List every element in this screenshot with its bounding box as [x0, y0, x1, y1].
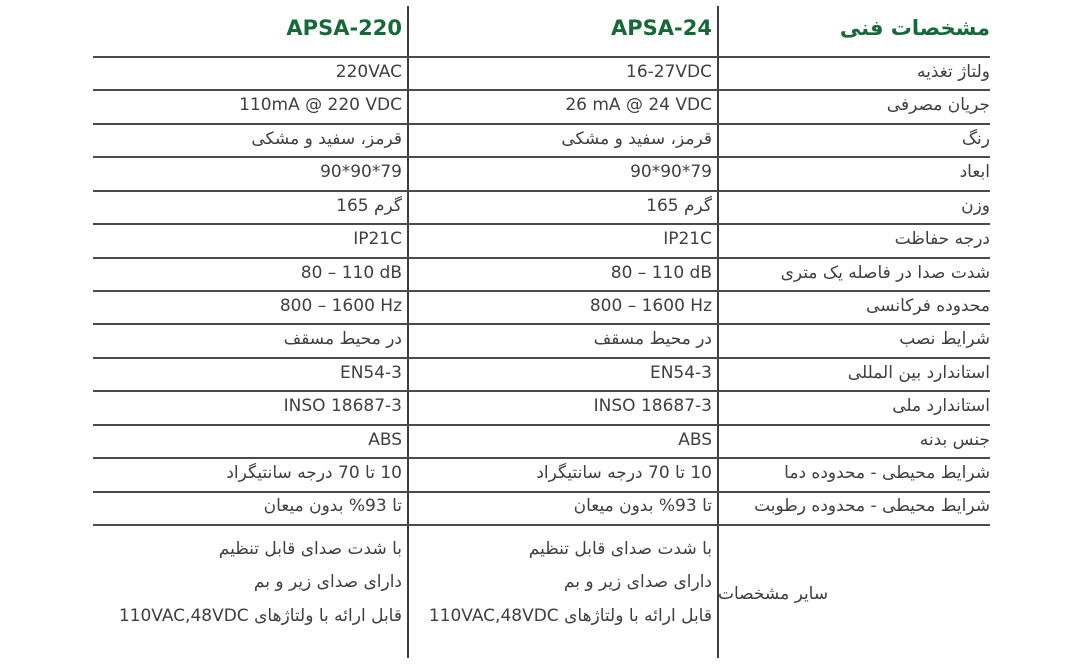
other-spec-line: قابل ارائه با ولتاژهای 110VAC,48VDC: [118, 605, 402, 626]
value-apsa24-humidity: تا 93% بدون میعان: [573, 496, 712, 517]
column-header-apsa220: APSA-220: [286, 16, 402, 40]
value-apsa220-current: 110mA @ 220 VDC: [239, 95, 402, 116]
row-label-color: رنگ: [961, 128, 990, 149]
apsa220-column: [93, 0, 402, 664]
value-apsa220-frequency: 800 – 1600 Hz: [279, 295, 402, 316]
value-apsa24-frequency: 800 – 1600 Hz: [589, 295, 712, 316]
row-separator: [93, 89, 990, 91]
value-apsa220-installation: در محیط مسقف: [283, 329, 402, 350]
value-apsa24-dimensions: 90*90*79: [630, 162, 712, 183]
value-apsa24-protection: IP21C: [663, 229, 712, 250]
value-apsa220-color: قرمز، سفید و مشکی: [251, 128, 402, 149]
row-label-dimensions: ابعاد: [959, 162, 990, 183]
row-label-intl-standard: استاندارد بین المللی: [847, 362, 990, 383]
value-apsa220-natl-standard: INSO 18687-3: [283, 396, 402, 417]
value-apsa220-weight: 165 گرم: [336, 195, 402, 216]
row-label-weight: وزن: [961, 195, 990, 216]
row-separator: [93, 357, 990, 359]
value-apsa24-temp-range: 10 تا 70 درجه سانتیگراد: [536, 463, 712, 484]
row-label-protection: درجه حفاظت: [894, 229, 990, 250]
row-separator: [93, 190, 990, 192]
value-apsa220-body-material: ABS: [368, 429, 402, 450]
row-separator: [93, 123, 990, 125]
apsa24-column: [412, 0, 712, 664]
row-label-temp-range: شرایط محیطی - محدوده دما: [784, 463, 990, 484]
value-apsa220-humidity: تا 93% بدون میعان: [263, 496, 402, 517]
value-apsa220-temp-range: 10 تا 70 درجه سانتیگراد: [226, 463, 402, 484]
row-label-installation: شرایط نصب: [899, 329, 990, 350]
value-apsa24-current: 26 mA @ 24 VDC: [565, 95, 712, 116]
other-spec-line: با شدت صدای قابل تنظیم: [218, 538, 402, 559]
other-spec-line: دارای صدای زیر و بم: [563, 572, 712, 593]
row-separator: [93, 491, 990, 493]
value-apsa24-installation: در محیط مسقف: [593, 329, 712, 350]
value-apsa220-intl-standard: EN54-3: [339, 362, 402, 383]
value-apsa24-weight: 165 گرم: [646, 195, 712, 216]
value-apsa220-dimensions: 90*90*79: [320, 162, 402, 183]
value-apsa24-color: قرمز، سفید و مشکی: [561, 128, 712, 149]
row-separator: [93, 323, 990, 325]
value-apsa24-other-specs: [412, 524, 712, 664]
row-separator: [93, 524, 990, 526]
row-separator: [93, 56, 990, 58]
row-label-current: جریان مصرفی: [886, 95, 990, 116]
labels-column: [718, 0, 990, 664]
row-separator: [93, 257, 990, 259]
row-separator: [93, 457, 990, 459]
row-label-other-specs: سایر مشخصات: [718, 583, 829, 604]
column-header-apsa24: APSA-24: [611, 16, 712, 40]
column-divider-left: [407, 6, 409, 658]
row-separator: [93, 390, 990, 392]
other-spec-line: با شدت صدای قابل تنظیم: [528, 538, 712, 559]
value-apsa24-sound-level: 80 – 110 dB: [610, 262, 712, 283]
row-separator: [93, 424, 990, 426]
row-label-sound-level: شدت صدا در فاصله یک متری: [780, 262, 990, 283]
value-apsa24-voltage: 16-27VDC: [626, 62, 712, 82]
value-apsa24-natl-standard: INSO 18687-3: [593, 396, 712, 417]
value-apsa24-body-material: ABS: [678, 429, 712, 450]
row-label-natl-standard: استاندارد ملی: [892, 396, 990, 417]
row-separator: [93, 156, 990, 158]
other-spec-line: قابل ارائه با ولتاژهای 110VAC,48VDC: [428, 605, 712, 626]
row-separator: [93, 290, 990, 292]
row-label-frequency: محدوده فرکانسی: [866, 295, 990, 316]
value-apsa220-other-specs: [93, 524, 402, 664]
value-apsa220-sound-level: 80 – 110 dB: [300, 262, 402, 283]
page-title: مشخصات فنی: [839, 16, 990, 40]
value-apsa24-intl-standard: EN54-3: [649, 362, 712, 383]
row-label-body-material: جنس بدنه: [919, 429, 990, 450]
row-label-humidity: شرایط محیطی - محدوده رطوبت: [754, 496, 990, 517]
other-spec-line: دارای صدای زیر و بم: [253, 572, 402, 593]
row-label-voltage: ولتاژ تغذیه: [916, 62, 990, 82]
value-apsa220-protection: IP21C: [353, 229, 402, 250]
value-apsa220-voltage: 220VAC: [335, 62, 402, 82]
row-separator: [93, 223, 990, 225]
